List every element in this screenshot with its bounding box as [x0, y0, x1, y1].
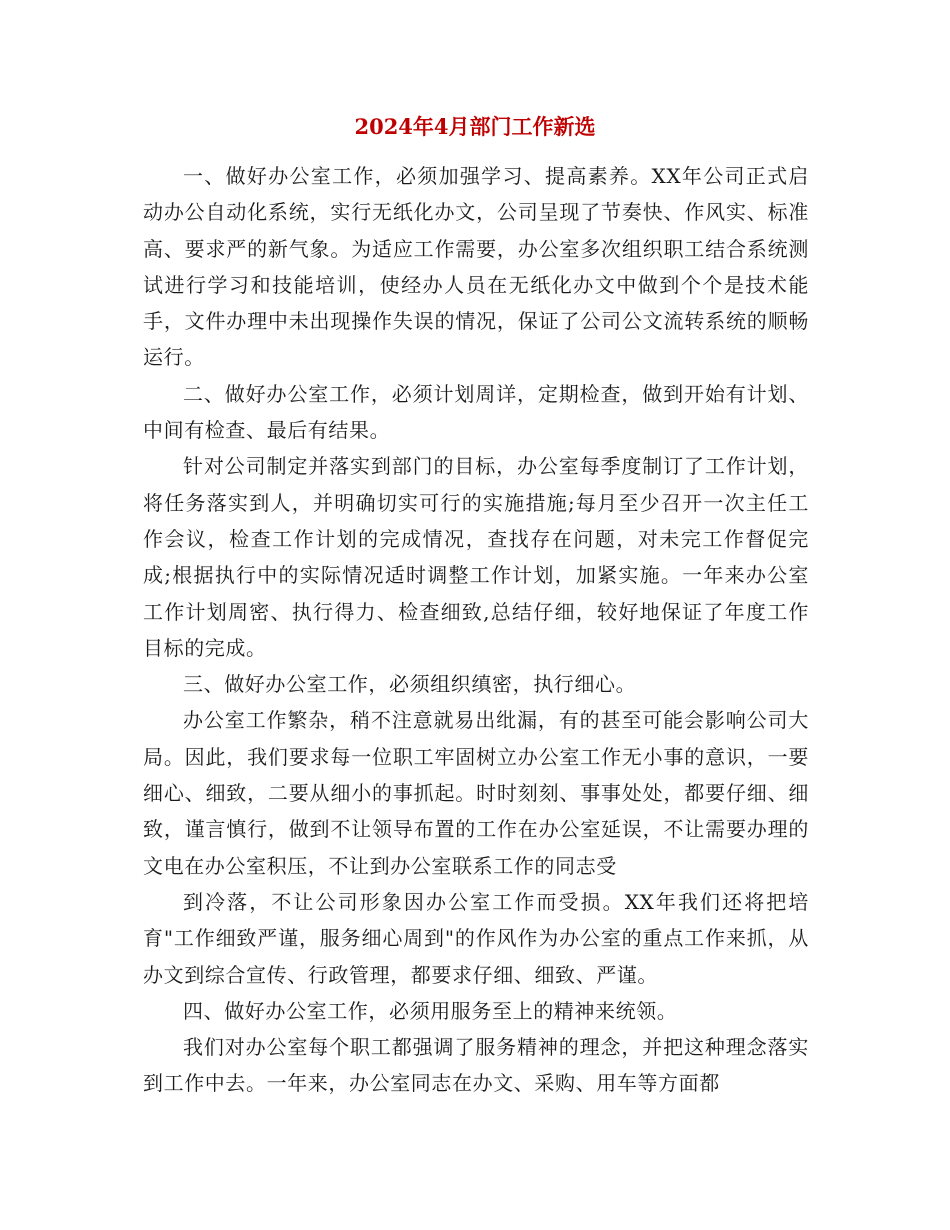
document-body [143, 158, 809, 1102]
paragraph-3: 针对公司制定并落实到部门的目标，办公室每季度制订了工作计划，将任务落实到人，并明确切实可行的实施措施;每月至少召开一次主任工作会议，检查工作计划的完成情况，查找存在问题，对未完工作督促完成;根据执行中的实际情况适时调整工作计划，加紧实施。一年来办公室工作计划周密、执行得力、检查细致,总结仔细，较好地保证了年度工作目标的完成。 [143, 454, 809, 660]
paragraph-5: 办公室工作繁杂，稍不注意就易出纰漏，有的甚至可能会影响公司大局。因此，我们要求每一位职工牢固树立办公室工作无小事的意识，一要细心、细致，二要从细小的事抓起。时时刻刻、事事处处，都要仔细、细致，谨言慎行，做到不让领导布置的工作在办公室延误，不让需要办理的文电在办公室积压，不让到办公室联系工作的同志受 [143, 708, 809, 878]
paragraph-1: 一、做好办公室工作，必须加强学习、提高素养。XX年公司正式启动办公自动化系统，实行无纸化办文，公司呈现了节奏快、作风实、标准高、要求严的新气象。为适应工作需要，办公室多次组织职工结合系统测试进行学习和技能培训，使经办人员在无纸化办文中做到个个是技术能手，文件办理中未出现操作失误的情况，保证了公司公文流转系统的顺畅运行。 [143, 164, 809, 370]
paragraph-6: 到冷落，不让公司形象因办公室工作而受损。XX年我们还将把培育"工作细致严谨，服务细心周到"的作风作为办公室的重点工作来抓，从办文到综合宣传、行政管理，都要求仔细、细致、严谨。 [143, 889, 809, 987]
paragraph-4: 三、做好办公室工作，必须组织缜密，执行细心。 [183, 672, 637, 697]
paragraph-7: 四、做好办公室工作，必须用服务至上的精神来统领。 [183, 998, 678, 1023]
paragraph-2: 二、做好办公室工作，必须计划周详，定期检查，做到开始有计划、中间有检查、最后有结果。 [143, 381, 809, 443]
document-title: 2024年4月部门工作新选 [354, 114, 596, 139]
paragraph-8: 我们对办公室每个职工都强调了服务精神的理念，并把这种理念落实到工作中去。一年来，办公室同志在办文、采购、用车等方面都 [143, 1035, 809, 1096]
